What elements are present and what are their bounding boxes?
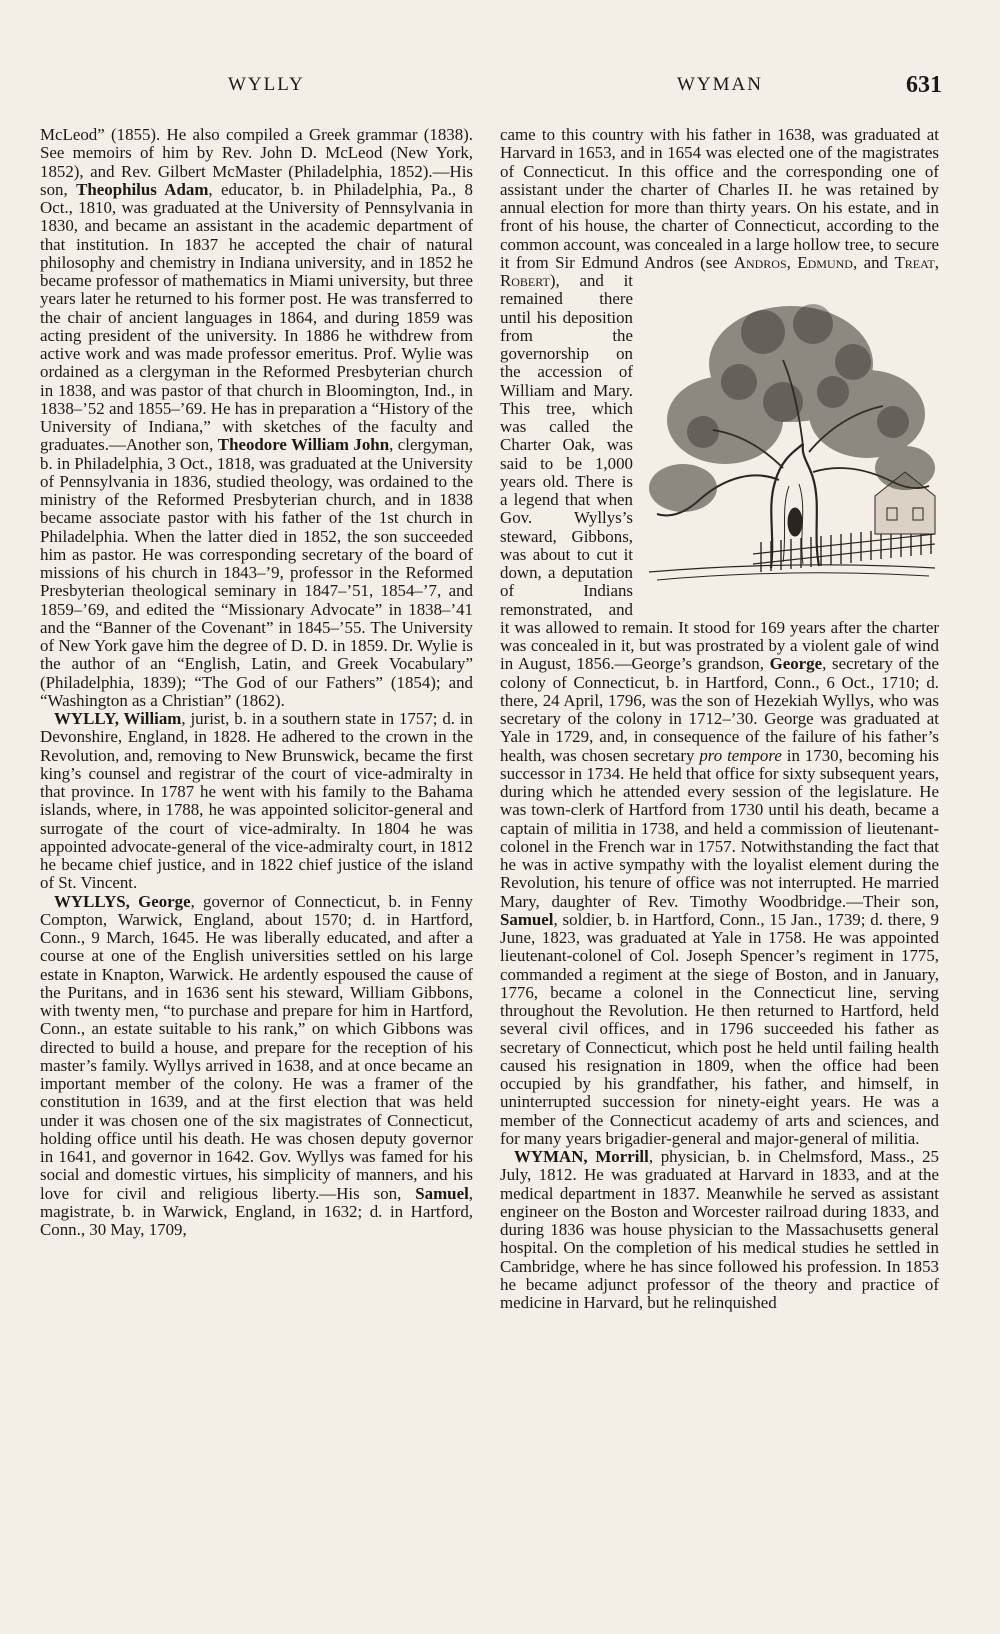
headword: Samuel [415, 1183, 469, 1203]
page-number: 631 [906, 72, 942, 98]
entry-wyllys-george: WYLLYS, George, governor of Connecticut, b. in Fenny Compton, Warwick, England, about 1570; d. in Hartford, Conn., 9 March, 1645. He was liberally educated, and after a course at one of the English universities settled on his large estate in Knapton, Warwick. He ardently espoused the cause of the Puritans, and in 1636 sent his steward, William Gibbons, with twenty men, “to purchase and prepare for him in Hartford, Conn., an estate suitable to his rank,” on which Gibbons was directed to build a house, and prepare for the reception of his master’s family. Wyllys arrived in 1638, and at once became an important member of the colony. He was a framer of the constitution in 1639, and at the first election that was held under it was chosen one of the six magistrates of Connecticut, holding office until his death. He was chosen deputy governor in 1641, and governor in 1642. Gov. Wyllys was famed for his social and domestic virtues, his simplicity of manners, and his love for civil and religious liberty.—His son, Samuel, magistrate, b. in Warwick, England, in 1632; d. in Hartford, Conn., 30 May, 1709, [40, 891, 473, 1239]
left-column [40, 126, 473, 1239]
headword: Theophilus Adam [76, 179, 209, 199]
headword: Theodore William John [217, 435, 390, 455]
headword: WYLLYS, George [54, 891, 191, 911]
headword: WYLLY, William [54, 709, 182, 728]
entry-wylly-william: WYLLY, William, jurist, b. in a southern state in 1757; d. in Devonshire, England, in 1828. He adhered to the crown in the Revolution, and, removing to New Brunswick, became the first king’s counsel and registrar of the court of vice-admiralty in that province. In 1787 he went with his family to the Bahama islands, where, in 1788, he was appointed solicitor-general and surrogate of the court of vice-admiralty. In 1804 he was appointed advocate-general of the vice-admiralty court, in 1812 he became chief justice, and in 1822 chief justice of the island of St. Vincent. [40, 709, 473, 893]
headword: Samuel [500, 909, 554, 929]
entry-wyman-morrill: WYMAN, Morrill, physician, b. in Chelmsford, Mass., 25 July, 1812. He was graduated at Harvard in 1833, and at the medical department in 1837. Meanwhile he served as assistant engineer on the Boston and Worcester railroad during 1833, and during 1836 was house physician to the Massachusetts general hospital. On the completion of his medical studies he settled in Cambridge, where he has since followed his profession. In 1853 he became adjunct professor of the theory and practice of medicine in Harvard, but he relinquished [500, 1147, 939, 1312]
entry-wylie-continued: McLeod” (1855). He also compiled a Greek grammar (1838). See memoirs of him by Rev. John D. McLeod (New York, 1852), and Rev. Gilbert McMaster (Philadelphia, 1852).—His son, Theophilus Adam, educator, b. in Philadelphia, Pa., 8 Oct., 1810, was graduated at the University of Pennsylvania in 1830, and became an assistant in the academic department of that institution. In 1837 he accepted the chair of natural philosophy and chemistry in Indiana university, and in 1852 he became professor of mathematics in Miami university, but three years later he returned to his former post. He was transferred to the chair of ancient languages in 1864, and during 1859 was acting president of the university. In 1886 he withdrew from active work and was made professor emeritus. Prof. Wylie was ordained as a clergyman in the Reformed Presbyterian church in 1838, and was pastor of that church in Bloomington, Ind., in 1838–’52 and 1855–’69. He has in preparation a “History of the University of Indiana,” with sketches of the faculty and graduates.—Another son, Theodore William John, clergyman, b. in Philadelphia, 3 Oct., 1818, was graduated at the University of Pennsylvania in 1836, studied theology, was ordained to the ministry of the Reformed Presbyterian church, and in 1838 became associate pastor with his father of the 1st church in Philadelphia. When the latter died in 1852, the son succeeded him as pastor. He was corresponding secretary of the board of missions of his church in 1843–’9, professor in the Reformed Presbyterian theological seminary in 1847–’51, 1854–’7, and 1859–’69, and edited the “Missionary Advocate” in 1838–’41 and the “Banner of the Covenant” in 1845–’55. The University of New York gave him the degree of D. D. in 1859. Dr. Wylie is the author of an “English, Latin, and Greek Vocabulary” (Philadelphia, 1839); “The God of our Fathers” (1854); and “Washington as a Christian” (1862). [40, 125, 473, 710]
entry-wyllys-continued: came to this country with his father in 1638, was graduated at Harvard in 1653, and in 1654 was elected one of the magistrates of Connecticut. In this office and the corresponding one of assistant under the charter of Charles II. he was retained by annual election for more than thirty years. On his estate, and in front of his house, the charter of Connecticut, according to the common account, was concealed in a large hollow tree, to secure it from Sir Edmund Andros (see Andros, Edmund, and Treat, Robert), and it remained there until his deposition from the governorship on the accession of William and Mary. This tree, which was called the Charter Oak, was said to be 1,000 years old. There is a legend that when Gov. Wyllys’s steward, Gibbons, was about to cut it down, a deputation of Indians remonstrated, and it was allowed to remain. It stood for 169 years after the charter was concealed in it, but was prostrated by a violent gale of wind in August, 1856.—George’s grandson, George, secretary of the colony of Connecticut, b. in Hartford, Conn., 6 Oct., 1710; d. there, 24 April, 1796, was the son of Hezekiah Wyllys, who was secretary of the colony in 1712–’30. George was graduated at Yale in 1729, and, in consequence of the failure of his father’s health, was chosen secretary pro tempore in 1730, becoming his successor in 1734. He held that office for sixty subsequent years, during which he attended every session of the legislature. He was town-clerk of Hartford from 1730 until his death, became a captain of militia in 1738, and held a commission of lieutenant-colonel in the French war in 1757. Notwithstanding the fact that he was in active sympathy with the loyalist element during the Revolution, his tenure of office was not interrupted. He married Mary, daughter of Rev. Timothy Woodbridge.—Their son, Samuel, soldier, b. in Hartford, Conn., 15 Jan., 1739; d. there, 9 June, 1823, was graduated at Yale in 1758. He was appointed lieutenant-colonel of Col. Joseph Spencer’s regiment in 1775, commanded a regiment at the siege of Boston, and in January, 1776, became a colonel in the Connecticut line, serving throughout the Revolution. He then returned to Hartford, held several civil offices, and in 1796 succeeded his father as secretary of Connecticut, which post he held until failing health caused his resignation in 1809, when the office had been occupied by his grandfather, his father, and himself, in uninterrupted succession for ninety-eight years. He was a member of the Connecticut academy of arts and sciences, and for many years brigadier-general and major-general of militia. [500, 125, 939, 1148]
charter-oak-tree-icon [643, 272, 939, 599]
running-head-right: WYMAN [677, 74, 763, 95]
charter-oak-illustration [643, 272, 939, 599]
right-column [500, 126, 939, 1312]
running-head-left: WYLLY [228, 74, 305, 95]
headword: WYMAN, Morrill [514, 1147, 649, 1166]
headword: George [769, 654, 823, 674]
